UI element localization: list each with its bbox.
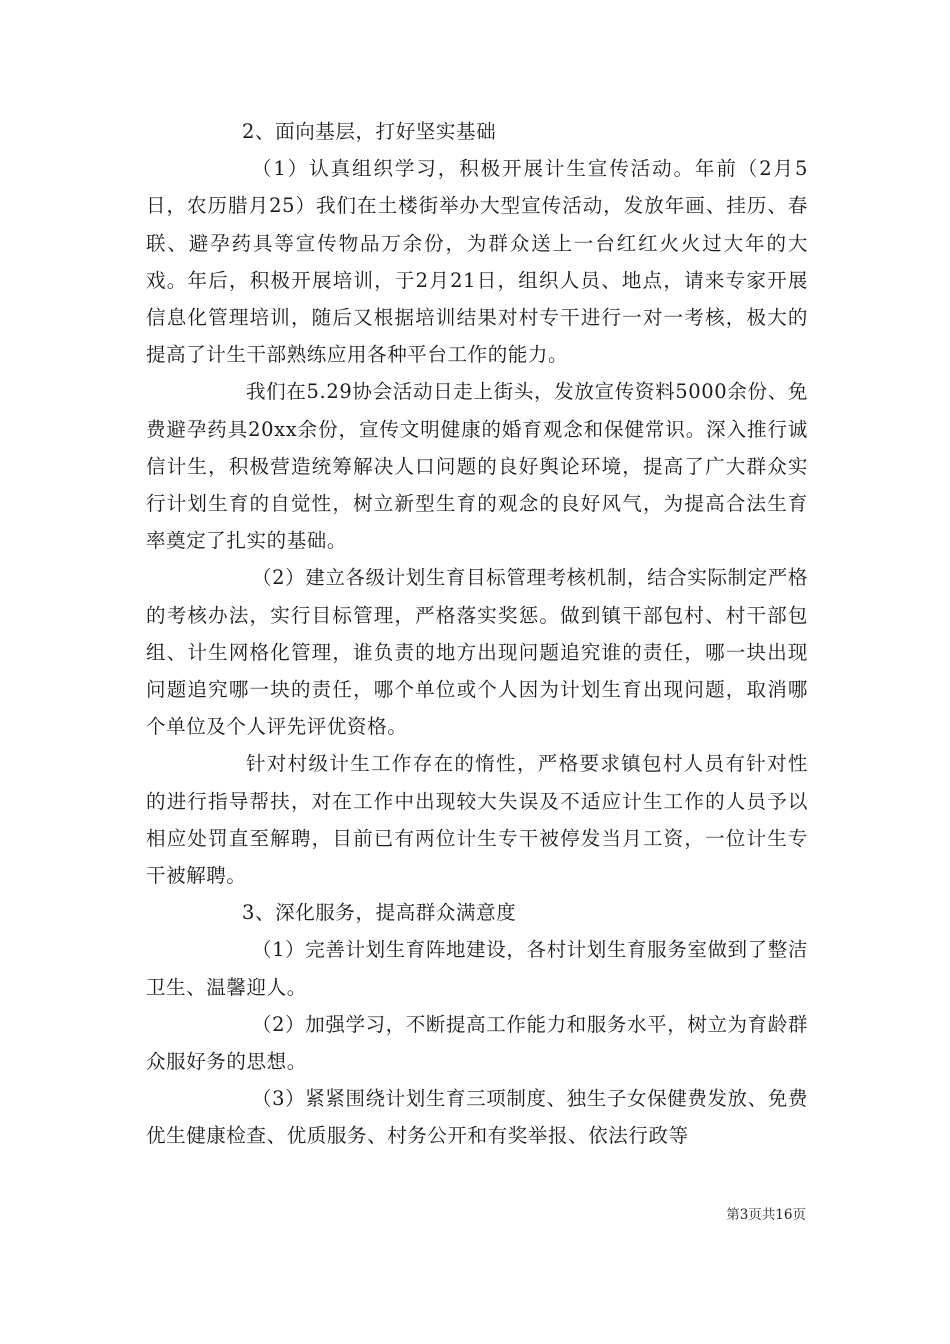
- section-heading-2: 2、面向基层，打好坚实基础: [242, 120, 497, 143]
- paragraph-3-2-learning: （2）加强学习，不断提高工作能力和服务水平，树立为育龄群众服好务的思想。: [146, 1012, 808, 1074]
- paragraph-village-inertia: 针对村级计生工作存在的惰性，严格要求镇包村人员有针对性的进行指导帮扶，对在工作中出现较大失误及不适应计生工作的人员予以相应处罚直至解聘，目前已有两位计生专干被停发当月工资，一位计生专干被解聘。: [146, 752, 808, 888]
- document-body: [146, 113, 808, 1155]
- paragraph-529-activity: 我们在5.29协会活动日走上街头，发放宣传资料5000余份、免费避孕药具20xx余份，宣传文明健康的婚育观念和保健常识。深入推行诚信计生，积极营造统筹解决人口问题的良好舆论环境，提高了广大群众实行计划生育的自觉性，树立新型生育的观念的良好风气，为提高合法生育率奠定了扎实的基础。: [146, 380, 808, 553]
- page-number-footer: 第3页共16页: [726, 1207, 806, 1223]
- paragraph-1-study: （1）认真组织学习，积极开展计生宣传活动。年前（2月5日，农历腊月25）我们在土楼街举办大型宣传活动，发放年画、挂历、春联、避孕药具等宣传物品万余份，为群众送上一台红红火火过大年的大戏。年后，积极开展培训，于2月21日，组织人员、地点，请来专家开展信息化管理培训，随后又根据培训结果对村专干进行一对一考核，极大的提高了计生干部熟练应用各种平台工作的能力。: [146, 157, 808, 367]
- paragraph-3-3-systems: （3）紧紧围绕计划生育三项制度、独生子女保健费发放、免费优生健康检查、优质服务、村务公开和有奖举报、依法行政等: [146, 1087, 808, 1148]
- section-heading-3: 3、深化服务，提高群众满意度: [242, 901, 517, 925]
- paragraph-3-1-facilities: （1）完善计划生育阵地建设，各村计划生育服务室做到了整洁卫生、温馨迎人。: [146, 938, 808, 999]
- paragraph-2-assessment: （2）建立各级计划生育目标管理考核机制，结合实际制定严格的考核办法，实行目标管理，严格落实奖惩。做到镇干部包村、村干部包组、计生网格化管理，谁负责的地方出现问题追究谁的责任，哪一块出现问题追究哪一块的责任，哪个单位或个人因为计划生育出现问题，取消哪个单位及个人评先评优资格。: [146, 566, 808, 739]
